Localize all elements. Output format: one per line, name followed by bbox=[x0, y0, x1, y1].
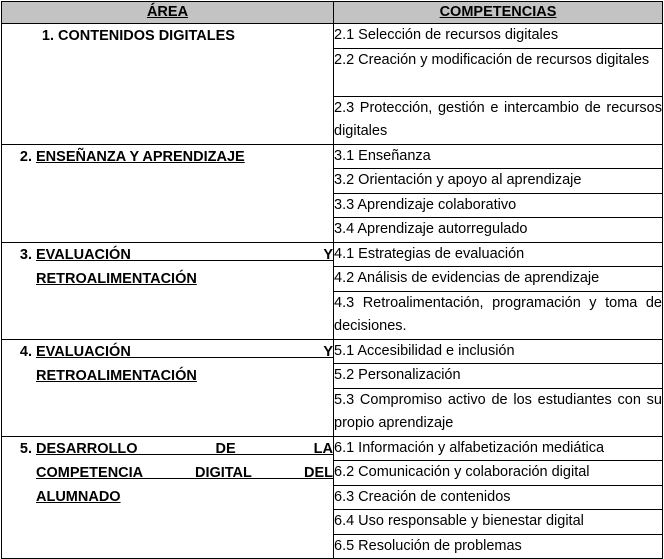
header-row bbox=[2, 2, 663, 24]
competencia-item: 4.1 Estrategias de evaluación bbox=[334, 242, 663, 267]
competencia-item: 5.2 Personalización bbox=[334, 364, 663, 389]
area-title-line: COMPETENCIA DIGITAL DEL bbox=[36, 464, 333, 481]
area-number: 1. bbox=[41, 28, 54, 44]
competencia-item: 6.3 Creación de contenidos bbox=[334, 485, 663, 510]
table-row bbox=[2, 339, 663, 364]
area-number: 2. bbox=[19, 148, 32, 165]
competencia-item: 3.4 Aprendizaje autorregulado bbox=[334, 218, 663, 243]
area-title: ENSEÑANZA Y APRENDIZAJE bbox=[36, 148, 245, 165]
competencia-item: 6.1 Información y alfabetización mediática bbox=[334, 436, 663, 461]
competencia-item: 6.4 Uso responsable y bienestar digital bbox=[334, 510, 663, 535]
area-cell-4 bbox=[2, 339, 334, 436]
competencia-item: 6.2 Comunicación y colaboración digital bbox=[334, 461, 663, 486]
area-cell-5 bbox=[2, 436, 334, 559]
competencia-item: 6.5 Resolución de problemas bbox=[334, 534, 663, 559]
competencia-item: 3.1 Enseñanza bbox=[334, 144, 663, 169]
competencia-item: 2.1 Selección de recursos digitales bbox=[334, 24, 663, 49]
competencia-item: 3.3 Aprendizaje colaborativo bbox=[334, 193, 663, 218]
competencia-item: 3.2 Orientación y apoyo al aprendizaje bbox=[334, 169, 663, 194]
competencia-item: 5.1 Accesibilidad e inclusión bbox=[334, 339, 663, 364]
area-number: 5. bbox=[19, 440, 32, 457]
table-row bbox=[2, 24, 663, 49]
area-title-line: ALUMNADO bbox=[36, 488, 121, 505]
area-number: 4. bbox=[19, 343, 32, 360]
competencia-item: 2.2 Creación y modificación de recursos digitales bbox=[334, 48, 663, 96]
competencias-header: COMPETENCIAS bbox=[334, 2, 663, 24]
area-title-line: EVALUACIÓN Y bbox=[36, 343, 333, 360]
area-title-line: RETROALIMENTACIÓN bbox=[36, 270, 197, 287]
competencias-table bbox=[1, 1, 663, 559]
competencia-item: 2.3 Protección, gestión e intercambio de recursos digitales bbox=[334, 96, 663, 144]
area-number: 3. bbox=[19, 246, 32, 263]
competencia-item: 5.3 Compromiso activo de los estudiantes con su propio aprendizaje bbox=[334, 388, 663, 436]
area-title-line: DESARROLLO DE LA bbox=[36, 440, 333, 457]
table-row bbox=[2, 144, 663, 169]
table-row bbox=[2, 436, 663, 461]
area-cell-1 bbox=[2, 24, 334, 145]
competencia-item: 4.3 Retroalimentación, programación y toma de decisiones. bbox=[334, 291, 663, 339]
area-title-line: EVALUACIÓN Y bbox=[36, 246, 333, 263]
table-row bbox=[2, 242, 663, 267]
area-cell-3 bbox=[2, 242, 334, 339]
area-cell-2 bbox=[2, 144, 334, 242]
area-header: ÁREA bbox=[2, 2, 334, 24]
area-title: CONTENIDOS DIGITALES bbox=[58, 28, 235, 44]
competencia-item: 4.2 Análisis de evidencias de aprendizaje bbox=[334, 267, 663, 292]
area-title-line: RETROALIMENTACIÓN bbox=[36, 367, 197, 384]
